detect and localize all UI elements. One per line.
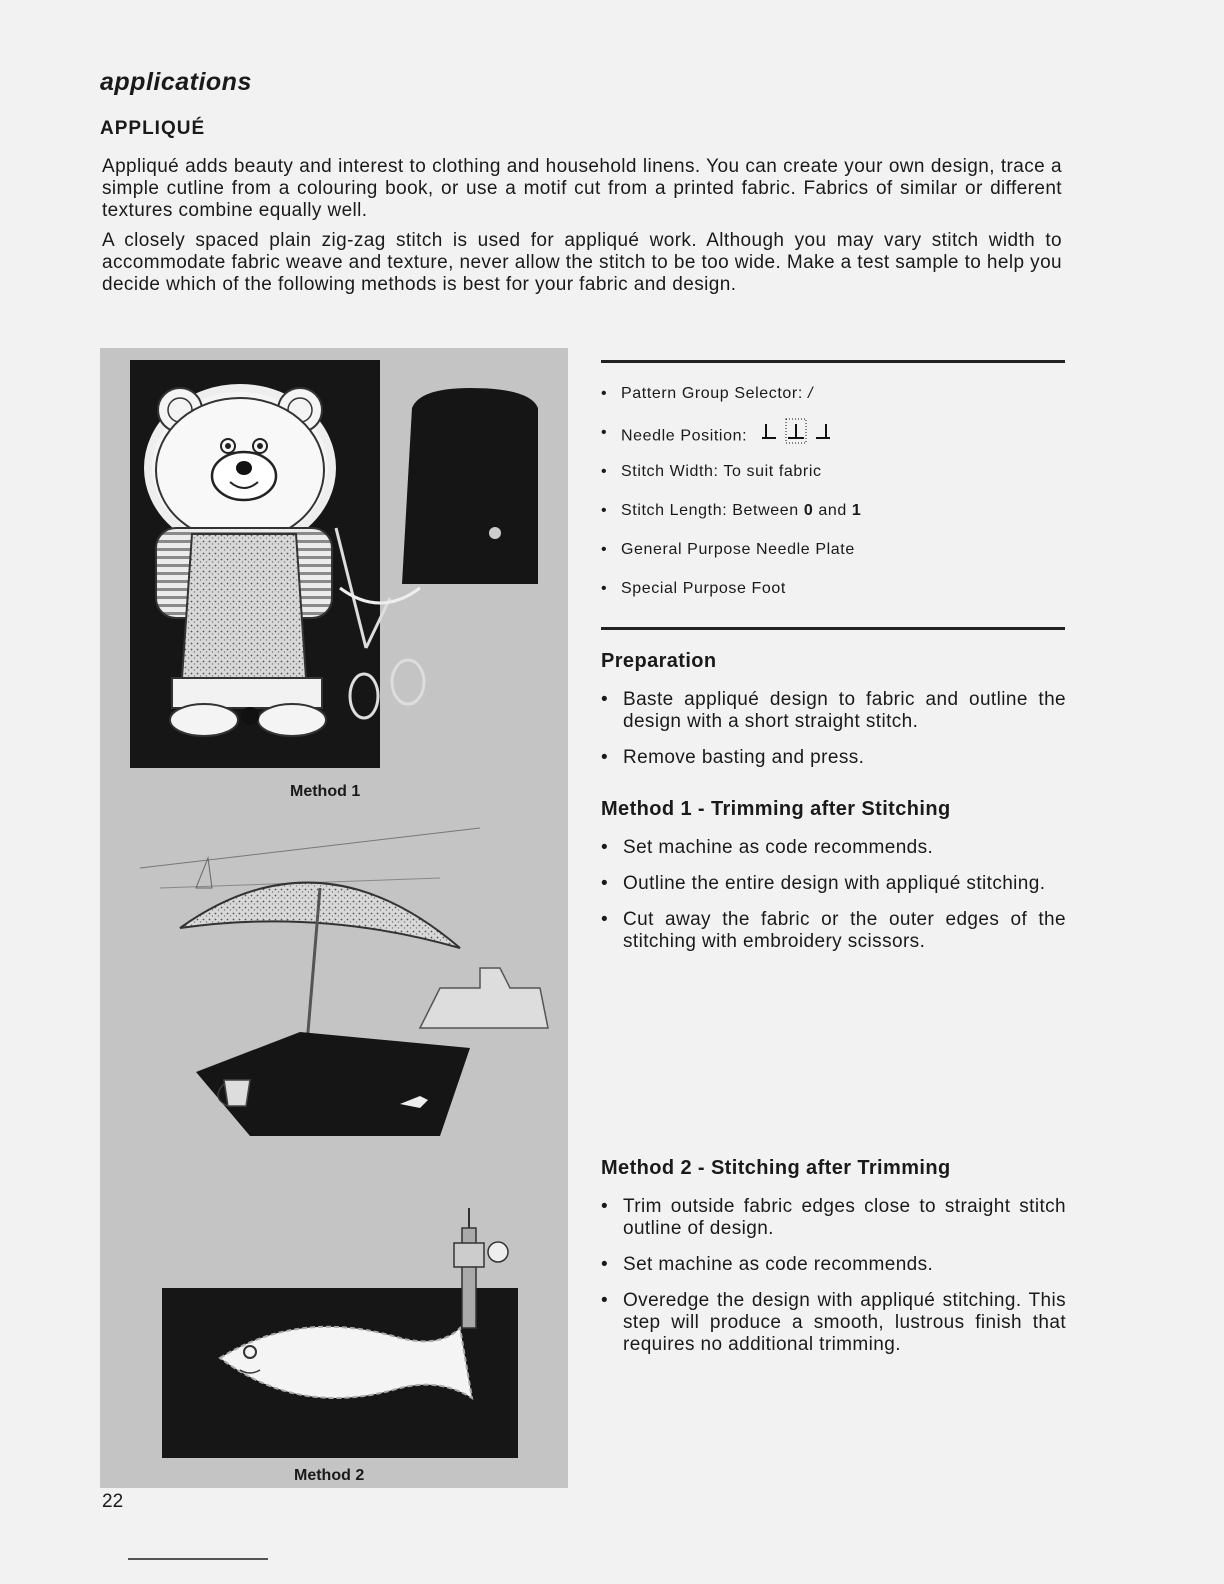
preparation-steps (601, 689, 1066, 783)
caption-method-2: Method 2 (294, 1467, 365, 1484)
list-item: • Cut away the fabric or the outer edges of the stitching with embroidery scissors. (601, 909, 1066, 953)
list-item: • Remove basting and press. (601, 747, 1066, 769)
method-1-heading: Method 1 - Trimming after Stitching (601, 798, 951, 820)
page-number: 22 (102, 1491, 124, 1512)
bear-applique-figure (130, 360, 424, 768)
footer-line (128, 1558, 268, 1560)
page-title: applications (100, 68, 252, 96)
caption-method-1: Method 1 (290, 783, 361, 800)
setting-stitch-length: • Stitch Length: Between 0 and 1 (601, 496, 1065, 535)
preparation-heading: Preparation (601, 650, 717, 672)
setting-pattern-group: • Pattern Group Selector: / (601, 379, 1065, 418)
list-item: • Trim outside fabric edges close to straight stitch outline of design. (601, 1196, 1066, 1240)
illustration-panel (100, 348, 568, 1488)
shirt-figure (402, 388, 538, 584)
list-item: • Set machine as code recommends. (601, 1254, 1066, 1276)
machine-settings-box (601, 360, 1065, 630)
setting-needle-plate: • General Purpose Needle Plate (601, 535, 1065, 574)
list-item: • Set machine as code recommends. (601, 837, 1066, 859)
list-item: • Outline the entire design with appliqué stitching. (601, 873, 1066, 895)
method-2-steps (601, 1196, 1066, 1370)
intro-paragraph: Appliqué adds beauty and interest to clothing and household linens. You can create your own design, trace a simple cutline from a colouring book, or use a motif cut from a printed fabric. Fabrics of similar or different textures combine equally well. (102, 156, 1062, 221)
bottom-rule (601, 627, 1065, 630)
setting-needle-position: • Needle Position: (601, 418, 1065, 457)
list-item: • Baste appliqué design to fabric and outline the design with a short straight stitch. (601, 689, 1066, 733)
intro-paragraph: A closely spaced plain zig-zag stitch is used for appliqué work. Although you may vary stitch width to accommodate fabric weave and texture, never allow the stitch to be too wide. Make a test sample to help you decide which of the following methods is best for your fabric and design. (102, 230, 1062, 295)
method-2-heading: Method 2 - Stitching after Trimming (601, 1157, 951, 1179)
method-1-steps (601, 837, 1066, 967)
intro-text (102, 156, 1062, 304)
list-item: • Overedge the design with appliqué stitching. This step will produce a smooth, lustrous finish that requires no additional trimming. (601, 1290, 1066, 1356)
section-title: APPLIQUÉ (100, 118, 206, 139)
setting-foot: • Special Purpose Foot (601, 574, 1065, 613)
needle-position-icons (760, 418, 838, 455)
setting-stitch-width: • Stitch Width: To suit fabric (601, 457, 1065, 496)
